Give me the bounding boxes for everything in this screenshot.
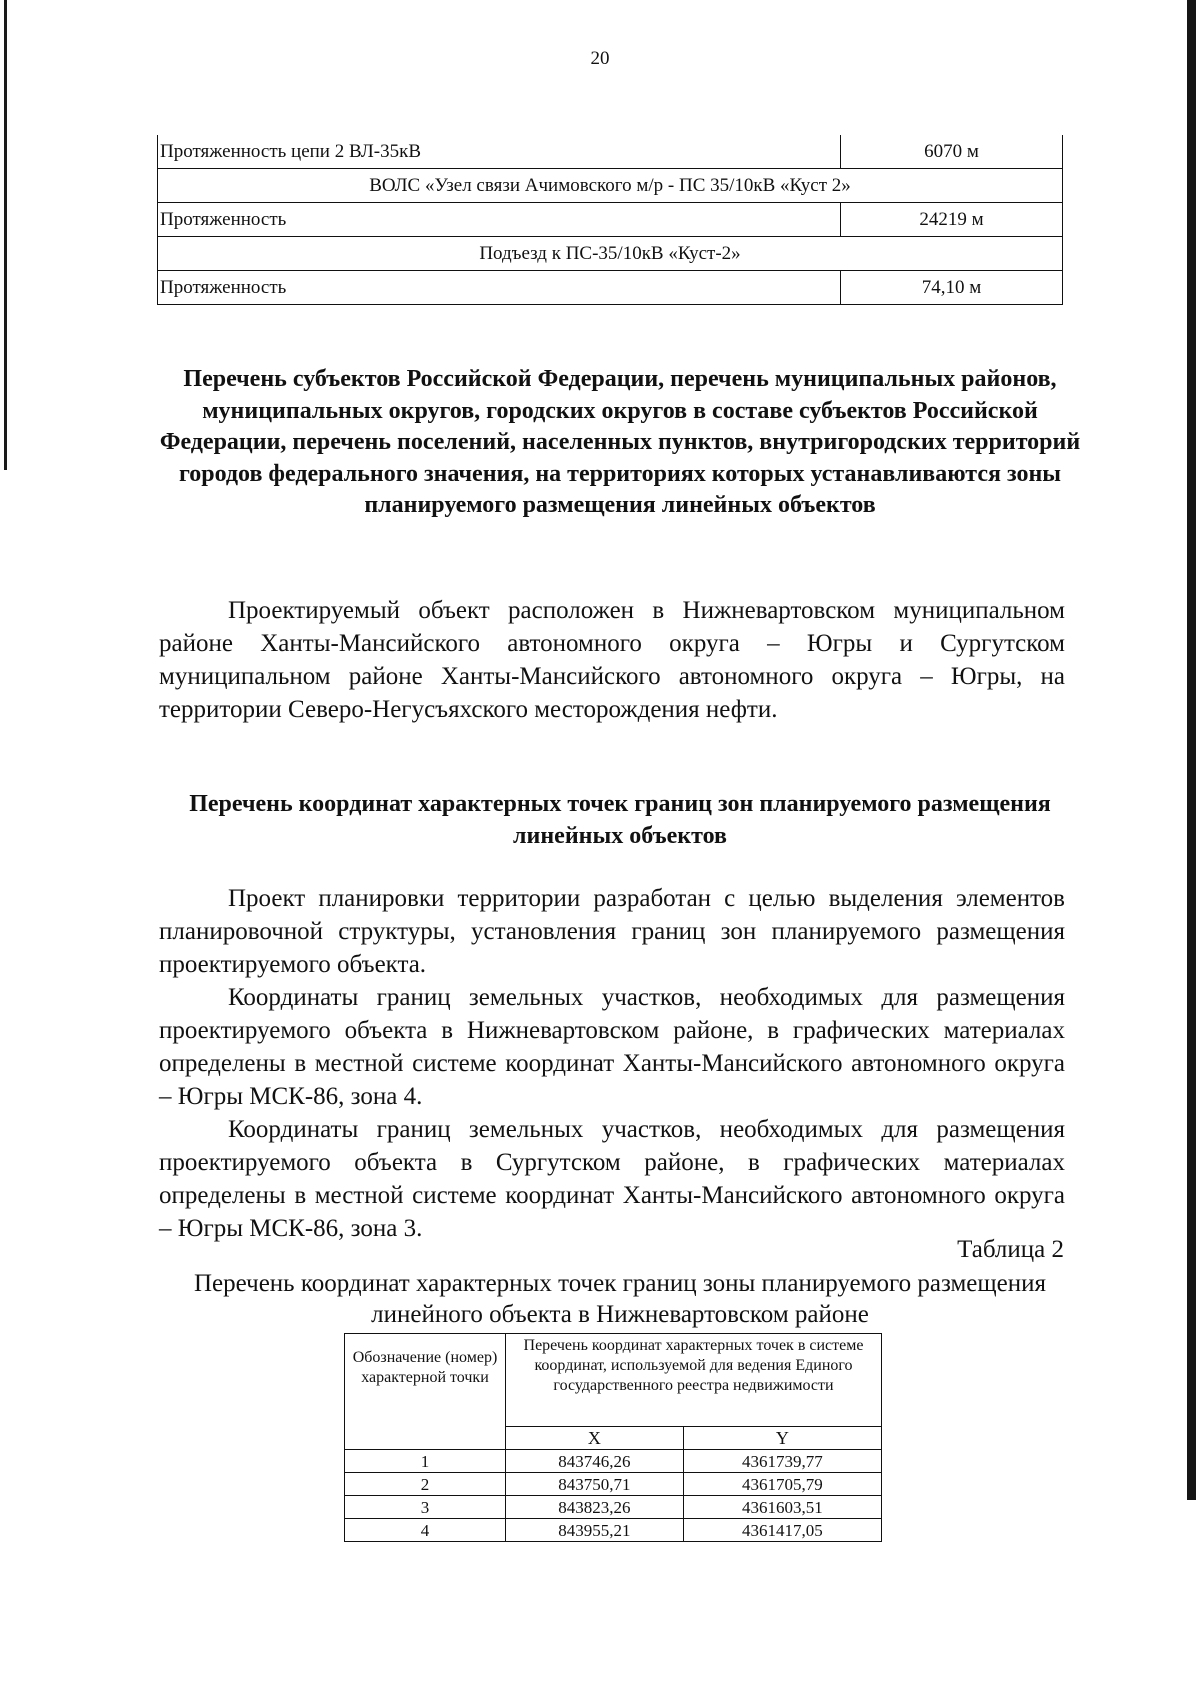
table-row [158, 203, 1063, 237]
table-row [345, 1473, 882, 1496]
point-number: 2 [345, 1473, 506, 1496]
point-number: 1 [345, 1450, 506, 1473]
section-heading-subjects: Перечень субъектов Российской Федерации, перечень муниципальных районов, муниципальных округов, городских округов в составе субъектов Российской Федерации, перечень поселений, населенных пунктов, внутригородских территорий городов федерального значения, на территориях которых устанавливаются зоны планируемого размещения линейных объектов [159, 366, 1081, 518]
section-title: ВОЛС «Узел связи Ачимовского м/р - ПС 35/10кВ «Куст 2» [158, 169, 1063, 203]
table-row [158, 271, 1063, 305]
point-x: 843750,71 [506, 1473, 684, 1496]
header-x: X [506, 1427, 684, 1450]
paragraph-location: Проектируемый объект расположен в Нижневартовском муниципальном районе Ханты-Мансийского автономного округа – Югры и Сургутском муниципальном районе Ханты-Мансийского автономного округа – Югры, на территории Северо-Негусъяхского месторождения нефти. [159, 597, 1065, 723]
row-value: 6070 м [841, 135, 1063, 169]
scan-edge-right [1187, 0, 1196, 1500]
header-y: Y [683, 1427, 881, 1450]
table-header-row [345, 1334, 882, 1427]
point-y: 4361705,79 [683, 1473, 881, 1496]
point-y: 4361417,05 [683, 1519, 881, 1542]
row-value: 24219 м [841, 203, 1063, 237]
row-label: Протяженность цепи 2 ВЛ-35кВ [158, 135, 841, 169]
paragraph-surgut: Координаты границ земельных участков, необходимых для размещения проектируемого объекта в Сургутском районе, в графических материалах определены в местной системе координат Ханты-Мансийского автономного округа – Югры МСК-86, зона 3. [159, 1116, 1065, 1242]
row-value: 74,10 м [841, 271, 1063, 305]
page-number: 20 [590, 48, 610, 69]
coordinates-table [344, 1333, 882, 1542]
header-point-number: Обозначение (номер) характерной точки [345, 1334, 506, 1450]
table-row [345, 1450, 882, 1473]
section-heading-coordinates: Перечень координат характерных точек границ зон планируемого размещения линейных объектов [189, 791, 1051, 849]
row-label: Протяженность [158, 271, 841, 305]
point-y: 4361739,77 [683, 1450, 881, 1473]
header-coordinates-list: Перечень координат характерных точек в системе координат, используемой для ведения Единого государственного реестра недвижимости [506, 1334, 882, 1427]
paragraph-project: Проект планировки территории разработан с целью выделения элементов планировочной структуры, установления границ зон планируемого размещения проектируемого объекта. [159, 885, 1065, 978]
table-label: Таблица 2 [957, 1236, 1064, 1263]
top-table [157, 135, 1063, 305]
section-title: Подъезд к ПС-35/10кВ «Куст-2» [158, 237, 1063, 271]
table-row [158, 135, 1063, 169]
row-label: Протяженность [158, 203, 841, 237]
paragraph-nizhnevartovsk: Координаты границ земельных участков, необходимых для размещения проектируемого объекта в Нижневартовском районе, в графических материалах определены в местной системе координат Ханты-Мансийского автономного округа – Югры МСК-86, зона 4. [159, 984, 1065, 1110]
scan-edge-left [4, 0, 7, 470]
table-row [345, 1496, 882, 1519]
point-number: 3 [345, 1496, 506, 1519]
table-row [158, 169, 1063, 203]
point-y: 4361603,51 [683, 1496, 881, 1519]
point-x: 843823,26 [506, 1496, 684, 1519]
table-row [345, 1519, 882, 1542]
point-x: 843955,21 [506, 1519, 684, 1542]
point-x: 843746,26 [506, 1450, 684, 1473]
point-number: 4 [345, 1519, 506, 1542]
table-title: Перечень координат характерных точек границ зоны планируемого размещения линейного объекта в Нижневартовском районе [194, 1270, 1046, 1328]
table-row [158, 237, 1063, 271]
